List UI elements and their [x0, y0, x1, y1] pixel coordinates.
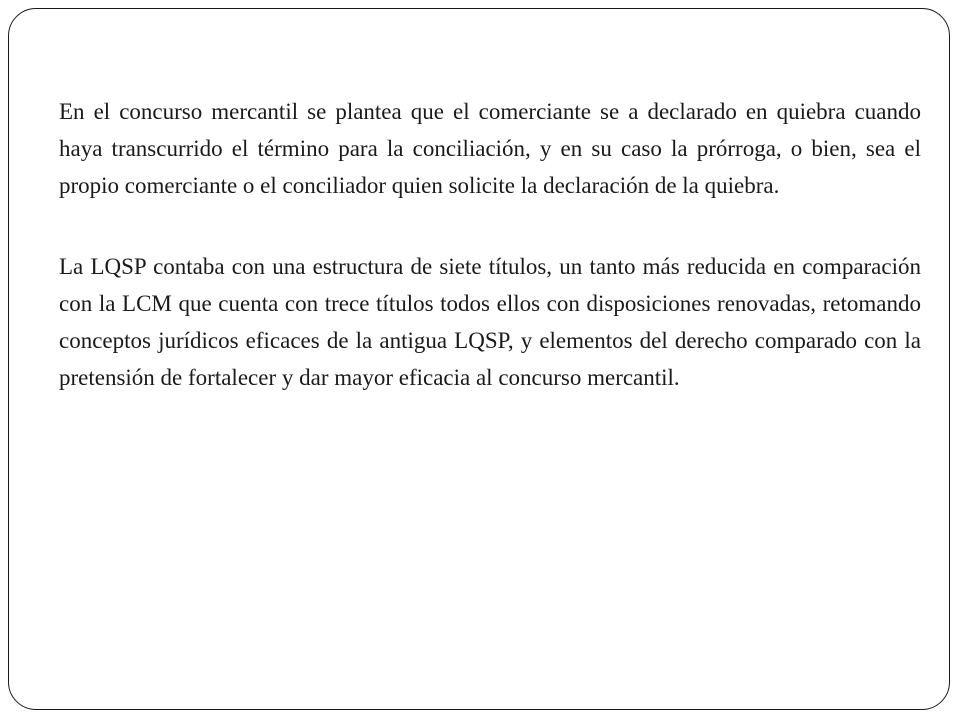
paragraph-lqsp-estructura: La LQSP contaba con una estructura de siete títulos, un tanto más reducida en comparación con la LCM que cuenta con trece títulos todos ellos con disposiciones renovadas, retomando conceptos jurídicos eficaces de la antigua LQSP, y elementos del derecho comparado con la pretensión de fortalecer y dar mayor eficacia al concurso mercantil. [59, 254, 921, 390]
slide-frame [8, 8, 950, 710]
paragraph-quiebra: En el concurso mercantil se plantea que el comerciante se a declarado en quiebra cuando haya transcurrido el término para la conciliación, y en su caso la prórroga, o bien, sea el propio comerciante o el conciliador quien solicite la declaración de la quiebra. [59, 99, 921, 198]
slide-body [59, 93, 921, 396]
